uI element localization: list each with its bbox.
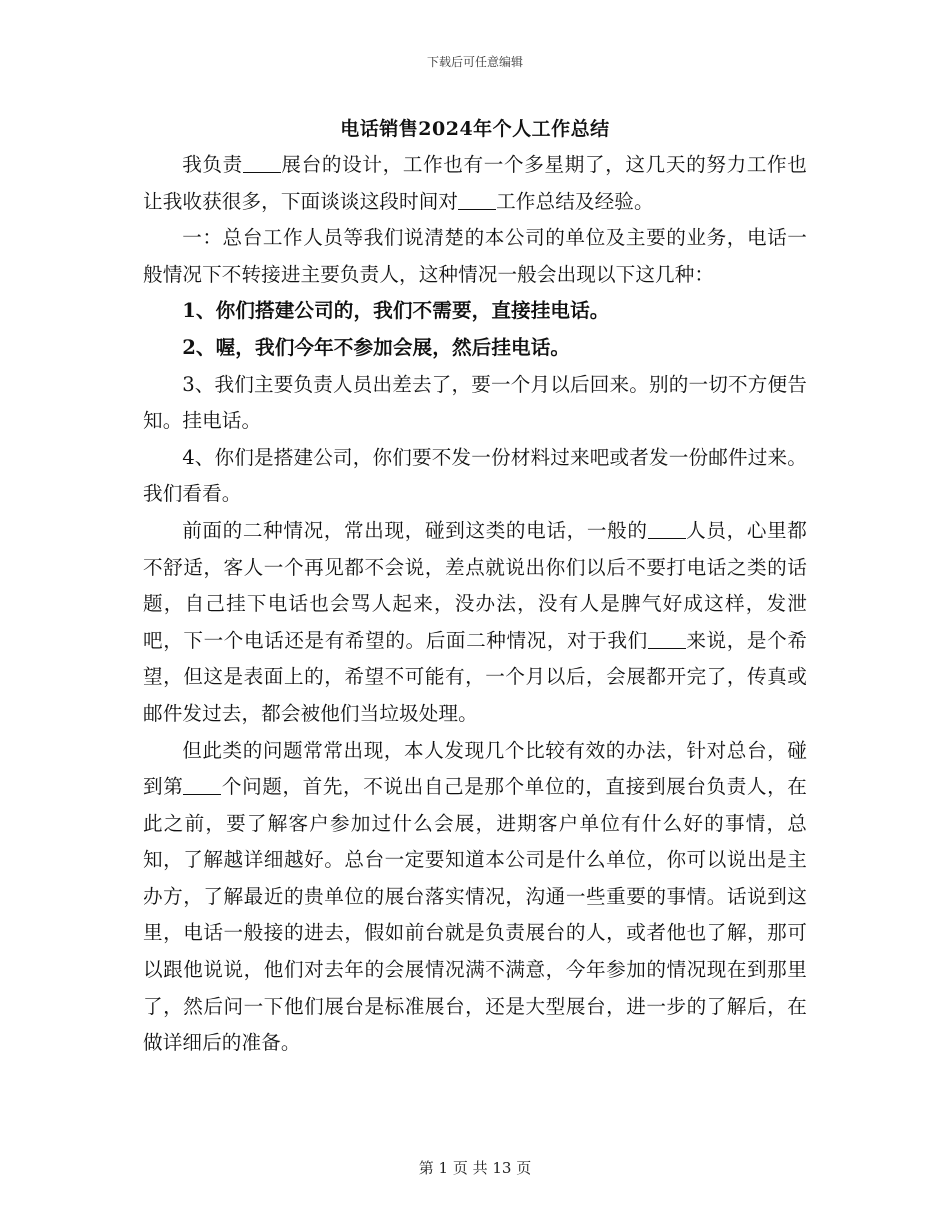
fill-blank <box>183 775 221 796</box>
text-segment: 4、你们是搭建公司，你们要不发一份材料过来吧或者发一份邮件过来。我们看看。 <box>143 445 807 506</box>
text-segment: 但此类的问题常常出现，本人发现几个比较有效的办法，针对总台，碰到第 <box>143 738 807 799</box>
fill-blank <box>648 518 686 539</box>
page-footer: 第 1 页 共 13 页 <box>418 1159 532 1177</box>
text-segment: 来说，是个希望，但这是表面上的，希望不可能有，一个月以后，会展都开完了，传真或邮件发过去，都会被他们当垃圾处理。 <box>143 628 808 725</box>
paragraph-case-3 <box>143 367 807 440</box>
text-segment: 2、喔，我们今年不参加会展，然后挂电话。 <box>182 335 571 359</box>
text-segment: 人员，心里都不舒适，客人一个再见都不会说，差点就说出你们以后不要打电话之类的话题，自己挂下电话也会骂人起来，没办法，没有人是脾气好成这样，发泄吧，下一个电话还是有希望的。后面二种情况，对于我们 <box>143 518 807 652</box>
text-segment: 个问题，首先，不说出自己是那个单位的，直接到展台负责人，在此之前，要了解客户参加过什么会展，进期客户单位有什么好的事情，总知，了解越详细越好。总台一定要知道本公司是什么单位，你可以说出是主办方，了解最近的贵单位的展台落实情况，沟通一些重要的事情。话说到这里，电话一般接的进去，假如前台就是负责展台的人，或者他也了解，那可以跟他说说，他们对去年的会展情况满不满意，今年参加的情况现在到那里了，然后问一下他们展台是标准展台，还是大型展台，进一步的了解后，在做详细后的准备。 <box>143 775 807 1055</box>
text-segment: 我负责 <box>182 153 243 176</box>
fill-blank <box>458 189 496 210</box>
document-title: 电话销售2024年个人工作总结 <box>340 118 610 140</box>
text-segment: 前面的二种情况，常出现，碰到这类的电话，一般的 <box>182 518 648 542</box>
fill-blank <box>648 628 686 649</box>
fill-blank <box>243 152 281 173</box>
header-note: 下载后可任意编辑 <box>426 55 523 69</box>
paragraph-case-2 <box>143 330 807 367</box>
paragraph-analysis <box>143 513 807 733</box>
document-body <box>143 147 807 1062</box>
paragraph-case-4 <box>143 440 807 513</box>
paragraph-case-1 <box>143 293 807 330</box>
paragraph-section-one <box>143 220 807 293</box>
paragraph-intro <box>143 147 807 220</box>
text-segment: 3、我们主要负责人员出差去了，要一个月以后回来。别的一切不方便告知。挂电话。 <box>143 372 807 433</box>
text-segment: 工作总结及经验。 <box>496 189 654 213</box>
paragraph-solution <box>143 733 807 1062</box>
text-segment: 展台的设计，工作也有一个多星期了，这几天的努力工作也让我收获很多，下面谈谈这段时间对 <box>143 153 807 213</box>
text-segment: 一：总台工作人员等我们说清楚的本公司的单位及主要的业务，电话一般情况下不转接进主要负责人，这种情况一般会出现以下这几种： <box>143 226 807 286</box>
text-segment: 1、你们搭建公司的，我们不需要，直接挂电话。 <box>182 299 610 323</box>
